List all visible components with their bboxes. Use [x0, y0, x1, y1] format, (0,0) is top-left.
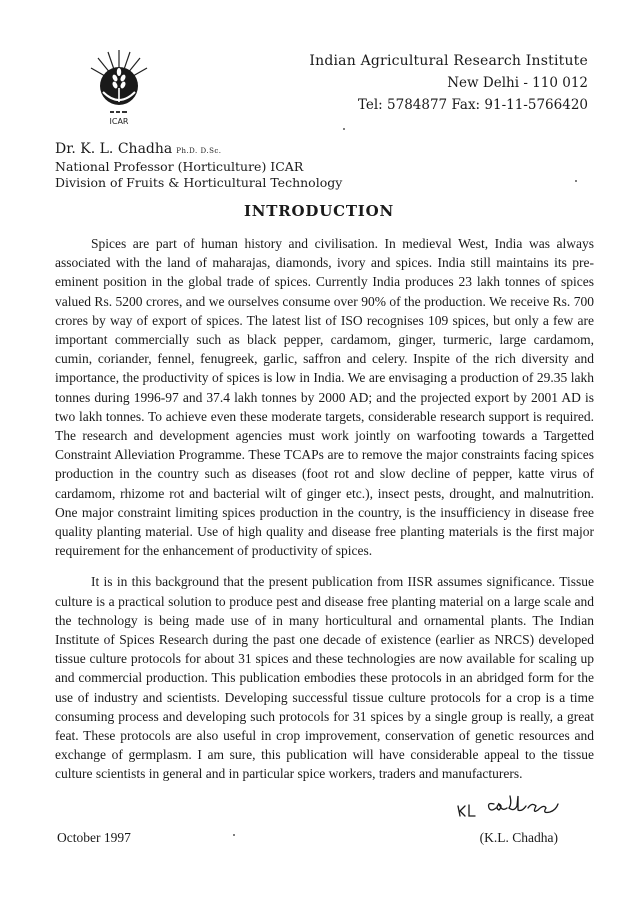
introduction-body	[55, 234, 594, 784]
author-block	[55, 141, 342, 191]
icar-logo-caption: ICAR	[109, 117, 129, 126]
signatory-name: (K.L. Chadha)	[479, 830, 558, 845]
institute-contact: Tel: 5784877 Fax: 91-11-5766420	[357, 97, 588, 113]
handwritten-signature	[452, 790, 562, 820]
author-division: Division of Fruits & Horticultural Technology	[55, 175, 343, 190]
icar-logo-icon	[88, 48, 150, 130]
institute-name: Indian Agricultural Research Institute	[309, 53, 588, 69]
date-line: October 1997	[57, 830, 131, 845]
author-name: Dr. K. L. Chadha	[55, 141, 173, 157]
institute-city: New Delhi - 110 012	[447, 75, 588, 91]
institute-header	[309, 50, 588, 116]
author-position: National Professor (Horticulture) ICAR	[55, 159, 304, 174]
scan-mark	[233, 834, 235, 836]
paragraph: It is in this background that the present publication from IISR assumes significance. Tissue culture is a practical solution to produce pest and disease free planting material on a large scale and the technology is being made use of in many horticultural and ornamental plants. The Indian Institute of Spices Research during the past one decade of existence (earlier as NRCS) developed tissue culture protocols for about 31 spices and these technologies are now available for scaling up and commercial production. This publication embodies these protocols in an abridged form for the use of industry and scientists. Developing successful tissue culture protocols for a crop is a time consuming process and developing such protocols for 31 spices by a single group is really, a great feat. These protocols are also useful in crop improvement, conservation of genetic resources and exchange of germplasm. I am sure, this publication will have considerable appeal to the tissue culture scientists in general and in particular spice workers, traders and manufacturers.	[55, 574, 594, 782]
scan-mark	[575, 180, 577, 182]
scan-mark	[343, 128, 345, 130]
paragraph: Spices are part of human history and civilisation. In medieval West, India was always associated with the land of maharajas, diamonds, ivory and spices. India still maintains its pre-eminent position in the global trade of spices. Currently India produces 23 lakh tonnes of spices valued Rs. 5200 crores, and we ourselves consume over 90% of the production. We receive Rs. 700 crores by way of export of spices. The latest list of ISO recognises 109 spices, but only a few are important commercially such as black pepper, cardamom, ginger, turmeric, large cardamom, cumin, coriander, fennel, fenugreek, garlic, saffron and celery. Inspite of the rich diversity and importance, the productivity of spices is low in India. We are envisaging a production of 29.35 lakh tonnes during 1996-97 and 37.4 lakh tonnes by 2000 AD; and the projected export by 2001 AD is two lakh tonnes. To achieve even these moderate targets, considerable research support is required. The research and development agencies must work jointly on warfooting towards a Targetted Constraint Alleviation Programme. These TCAPs are to remove the major constraints facing spices production in the country such as diseases (foot rot and slow decline of pepper, katte virus of cardamom, rhizome rot and bacterial wilt of ginger etc.), insect pests, drought, and malnutrition. One major constraint limiting spices production in the country, is the insufficiency in disease free quality planting material. Use of high quality and disease free planting materials is the first major requirement for the enhancement of productivity of spices.	[55, 236, 594, 559]
author-degree: Ph.D. D.Sc.	[176, 147, 222, 155]
page-title: INTRODUCTION	[243, 202, 394, 220]
